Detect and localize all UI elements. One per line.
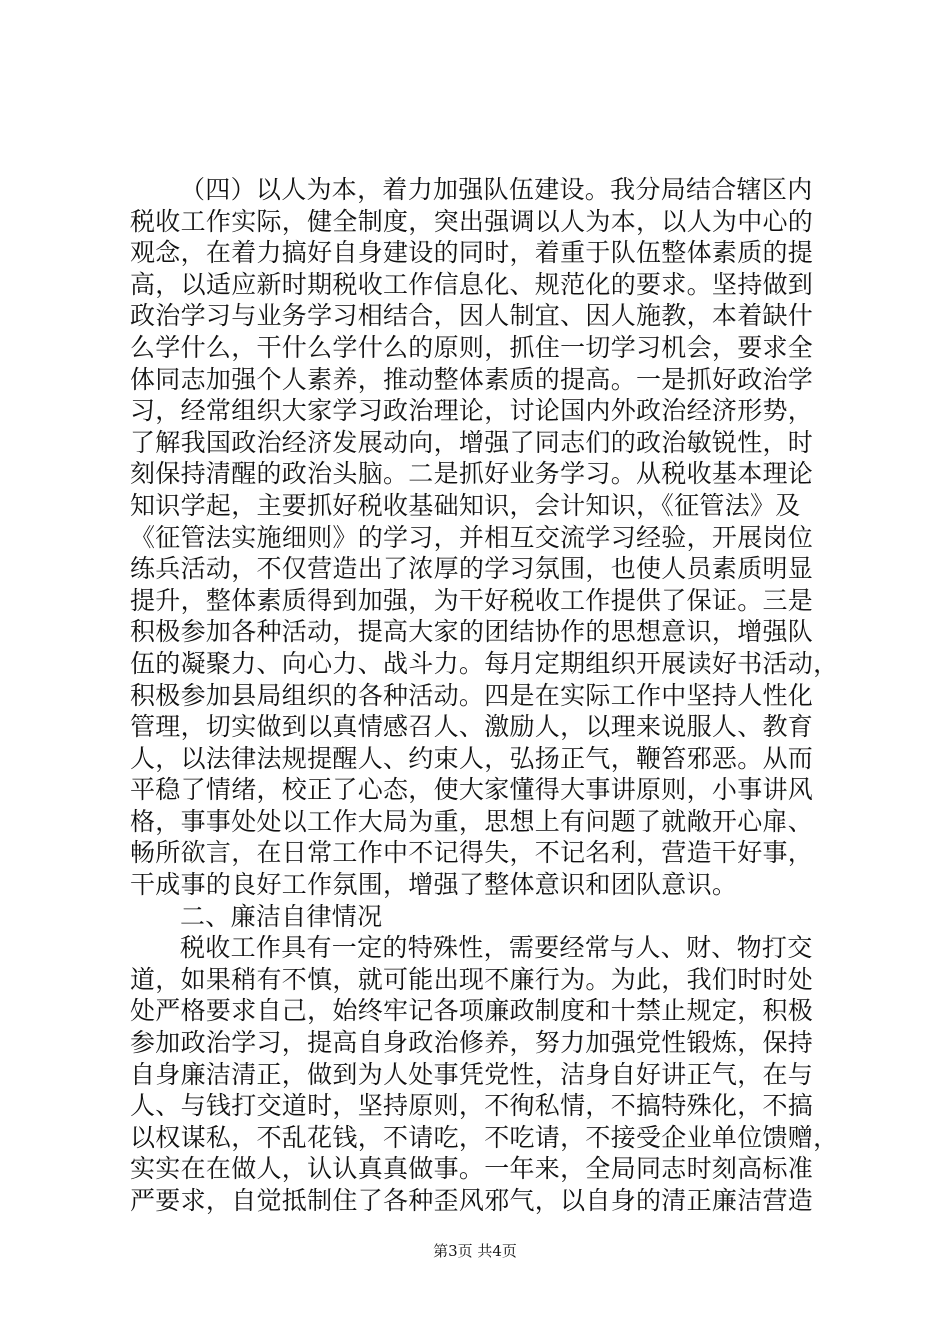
text-line: 自身廉洁清正，做到为人处事凭党性，洁身自好讲正气，在与 bbox=[130, 1059, 814, 1089]
text-line: 高，以适应新时期税收工作信息化、规范化的要求。坚持做到 bbox=[130, 269, 814, 299]
text-line: （四）以人为本，着力加强队伍建设。我分局结合辖区内 bbox=[180, 175, 813, 204]
page-number: 第3页 共4页 bbox=[433, 1242, 517, 1260]
text-line: 管理，切实做到以真情感召人、激励人，以理来说服人、教育 bbox=[130, 712, 814, 742]
text-line: 平稳了情绪，校正了心态，使大家懂得大事讲原则，小事讲风 bbox=[130, 775, 814, 805]
text-line: 道，如果稍有不慎，就可能出现不廉行为。为此，我们时时处 bbox=[130, 964, 814, 994]
text-line: 税收工作实际，健全制度，突出强调以人为本，以人为中心的 bbox=[130, 206, 814, 236]
text-line: 畅所欲言，在日常工作中不记得失，不记名利，营造干好事， bbox=[130, 838, 814, 868]
text-line: 税收工作具有一定的特殊性，需要经常与人、财、物打交 bbox=[180, 933, 813, 963]
text-line: 积极参加县局组织的各种活动。四是在实际工作中坚持人性化 bbox=[130, 680, 814, 710]
text-line: 实实在在做人，认认真真做事。一年来，全局同志时刻高标准 bbox=[130, 1154, 814, 1184]
text-line: 刻保持清醒的政治头脑。二是抓好业务学习。从税收基本理论 bbox=[130, 459, 814, 489]
text-line: 《征管法实施细则》的学习，并相互交流学习经验，开展岗位 bbox=[130, 522, 814, 552]
text-line: 格，事事处处以工作大局为重，思想上有问题了就敞开心扉、 bbox=[130, 806, 814, 836]
document-body bbox=[130, 174, 842, 1217]
text-line: 处严格要求自己，始终牢记各项廉政制度和十禁止规定，积极 bbox=[130, 996, 814, 1026]
text-line: 了解我国政治经济发展动向，增强了同志们的政治敏锐性，时 bbox=[130, 427, 814, 457]
page-footer bbox=[0, 1241, 950, 1261]
text-line: 干成事的良好工作氛围，增强了整体意识和团队意识。 bbox=[130, 870, 738, 900]
text-line: 严要求，自觉抵制住了各种歪风邪气，以自身的清正廉洁营造 bbox=[130, 1186, 814, 1215]
text-line: 以权谋私，不乱花钱，不请吃，不吃请，不接受企业单位馈赠， bbox=[130, 1122, 839, 1152]
text-line: 知识学起，主要抓好税收基础知识，会计知识，《征管法》及 bbox=[130, 490, 801, 520]
text-line: 参加政治学习，提高自身政治修养，努力加强党性锻炼，保持 bbox=[130, 1028, 814, 1058]
text-line: 伍的凝聚力、向心力、战斗力。每月定期组织开展读好书活动， bbox=[130, 648, 839, 678]
text-line: 政治学习与业务学习相结合，因人制宜、因人施教，本着缺什 bbox=[130, 301, 814, 331]
text-line: 练兵活动，不仅营造出了浓厚的学习氛围，也使人员素质明显 bbox=[130, 554, 814, 584]
text-line: 么学什么，干什么学什么的原则，抓住一切学习机会，要求全 bbox=[130, 332, 814, 362]
text-line: 提升，整体素质得到加强，为干好税收工作提供了保证。三是 bbox=[130, 585, 814, 615]
text-line: 人，以法律法规提醒人、约束人，弘扬正气，鞭笞邪恶。从而 bbox=[130, 743, 814, 773]
text-line: 人、与钱打交道时，坚持原则，不徇私情，不搞特殊化，不搞 bbox=[130, 1091, 814, 1121]
text-line: 体同志加强个人素养，推动整体素质的提高。一是抓好政治学 bbox=[130, 364, 814, 394]
text-line: 习，经常组织大家学习政治理论，讨论国内外政治经济形势， bbox=[130, 396, 814, 426]
text-line: 积极参加各种活动，提高大家的团结协作的思想意识，增强队 bbox=[130, 617, 814, 647]
section-heading: 二、廉洁自律情况 bbox=[180, 901, 383, 931]
text-line: 观念，在着力搞好自身建设的同时，着重于队伍整体素质的提 bbox=[130, 238, 814, 268]
